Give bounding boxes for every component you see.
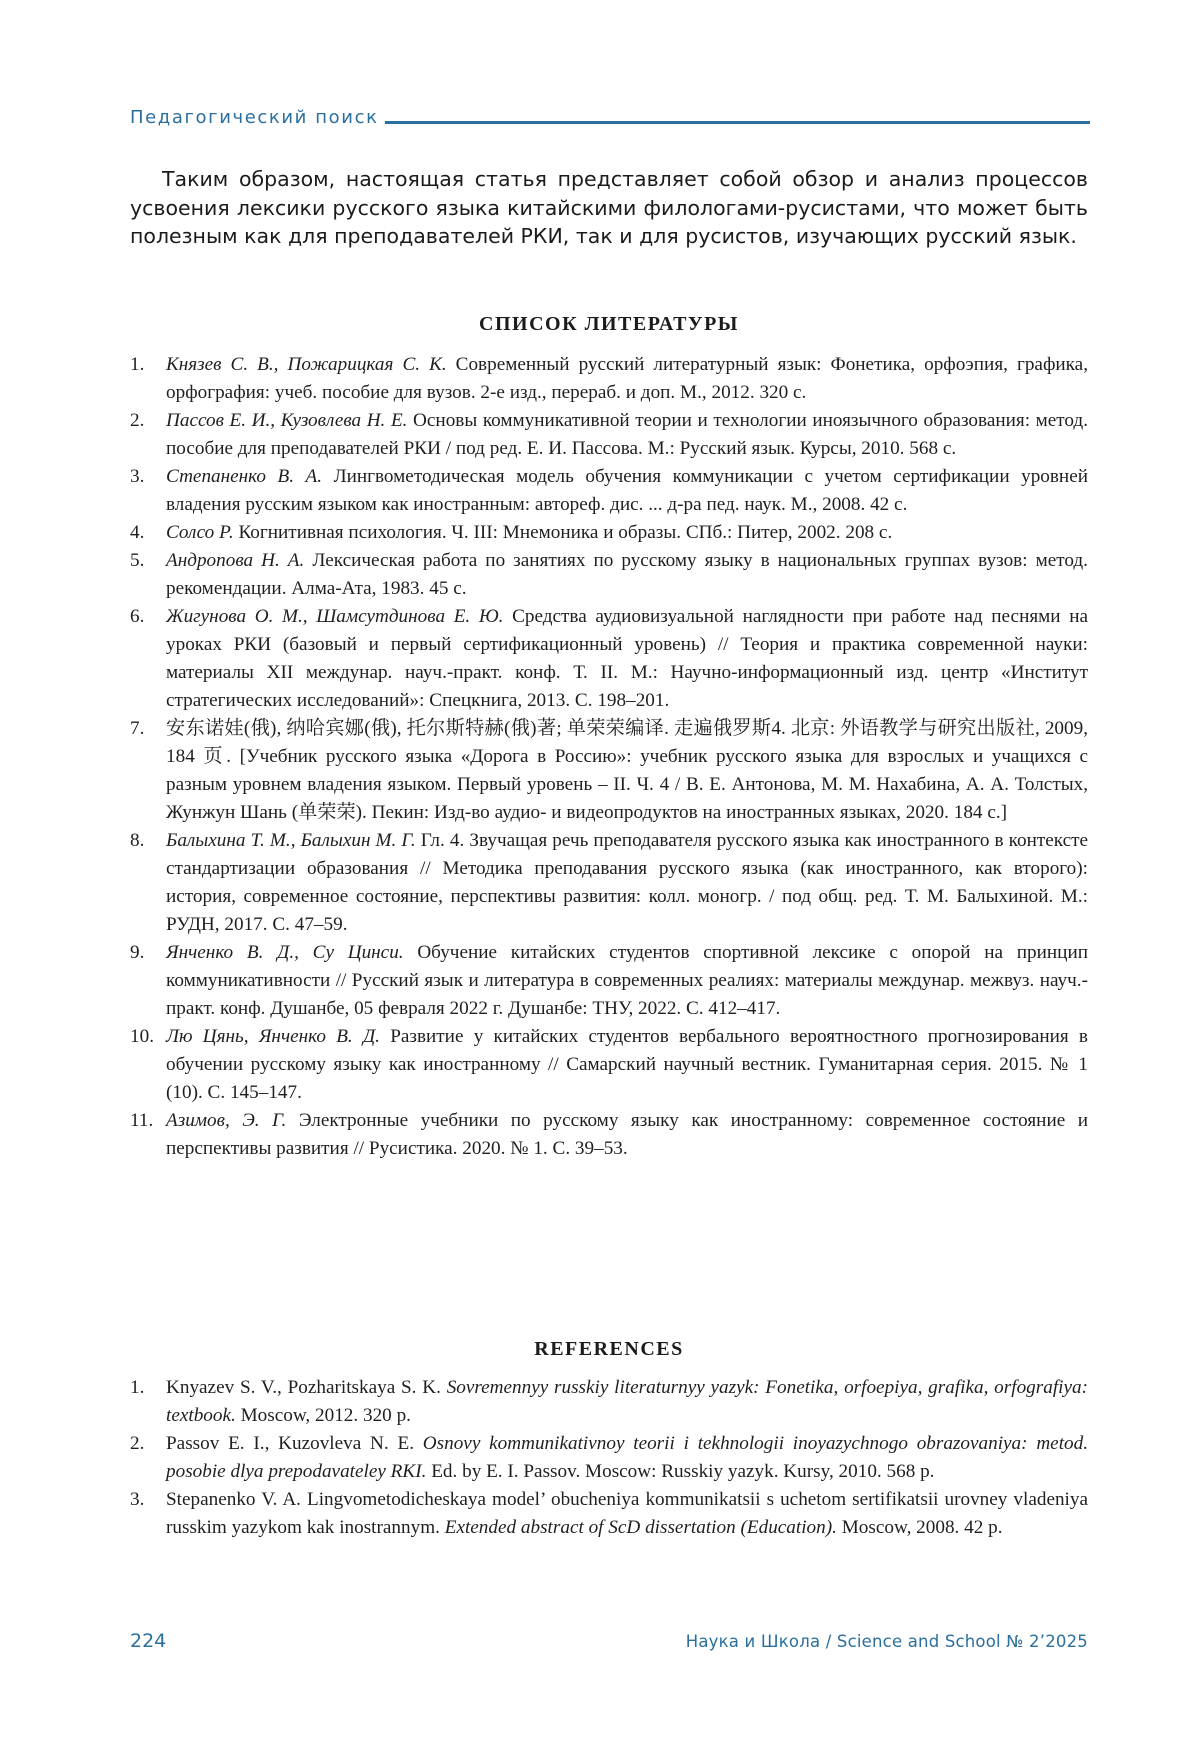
reference-authors: Пассов Е. И., Кузовлева Н. Е. <box>166 410 408 431</box>
reference-body <box>166 351 1088 407</box>
reference-item <box>130 1107 1088 1163</box>
reference-title: Osnovy kommunikativnoy teorii i tekhnologii inoyazychnogo obrazovaniya: metod. posobie dlya prepodavateley RKI. <box>166 1433 1089 1482</box>
reference-text: Обучение китайских студентов спортивной лексике с опорой на принцип коммуникативности // Русский язык и литература в современных реалиях: материалы междунар. межвуз. науч.-практ. конф. Душанбе, 05 февраля 2022 г. Душанбе: ТНУ, 2022. С. 412–417. <box>166 942 1088 1019</box>
reference-text: Stepanenko V. A. Lingvometodicheskaya model’ obucheniya kommunikatsii s uchetom sertifikatsii urovney vladeniya russkim yazykom kak inostrannym. <box>166 1489 1088 1538</box>
reference-authors: Степаненко В. А. <box>166 466 323 487</box>
reference-authors: Князев С. В., Пожарицкая С. К. <box>166 354 447 375</box>
reference-item <box>130 1374 1088 1430</box>
section-title: Педагогический поиск <box>130 107 379 128</box>
reference-text: Лексическая работа по занятиях по русскому языку в национальных группах вузов: метод. рекомендации. Алма-Ата, 1983. 45 с. <box>166 550 1088 599</box>
reference-item <box>130 1430 1088 1486</box>
reference-number: 2. <box>130 1433 145 1454</box>
reference-text: Электронные учебники по русскому языку как иностранному: современное состояние и перспективы развития // Русистика. 2020. № 1. С. 39–53. <box>166 1110 1088 1159</box>
reference-body <box>166 827 1088 939</box>
references-en-heading: REFERENCES <box>534 1338 684 1360</box>
journal-name: Наука и Школа / Science and School № 2’2025 <box>685 1631 1088 1651</box>
reference-text: Средства аудиовизуальной наглядности при работе над песнями на уроках РКИ (базовый и первый сертификационный уровень) // Теория и практика современной науки: материалы XII междунар. науч.-практ. конф. Т. II. М.: Научно-информационный изд. центр «Институт стратегических исследований»: Спецкнига, 2013. С. 198–201. <box>166 606 1089 711</box>
reference-number: 7. <box>130 718 145 739</box>
reference-body <box>166 407 1088 463</box>
reference-text: 安东诺娃(俄), 纳哈宾娜(俄), 托尔斯特赫(俄)著; 单荣荣编译. 走遍俄罗斯4. 北京: 外语教学与研究出版社, 2009, 184 页. [Учебник русского языка «Дорога в Россию»: учебник русского языка для взрослых и учащихся с разным уровнем владения языком. Первый уровень – II. Ч. 4 / В. Е. Антонова, М. М. Нахабина, А. А. Толстых, Жунжун Шань (单荣荣). Пекин: Изд-во аудио- и видеопродуктов на иностранных языках, 2020. 184 с.] <box>166 718 1088 823</box>
reference-number: 4. <box>130 522 145 543</box>
reference-number: 1. <box>130 1377 145 1398</box>
reference-body <box>166 547 1088 603</box>
reference-body <box>166 519 1088 547</box>
reference-number: 5. <box>130 550 145 571</box>
reference-body <box>166 1430 1088 1486</box>
reference-authors: Жигунова О. М., Шамсутдинова Е. Ю. <box>166 606 504 627</box>
reference-number: 10. <box>130 1026 154 1047</box>
reference-number: 3. <box>130 1489 145 1510</box>
reference-number: 11. <box>130 1110 154 1131</box>
reference-text: Moscow, 2008. 42 p. <box>836 1517 1003 1538</box>
running-header <box>130 102 1090 128</box>
reference-text: Passov E. I., Kuzovleva N. E. <box>166 1433 423 1454</box>
reference-authors: Лю Цянь, Янченко В. Д. <box>166 1026 380 1047</box>
reference-body <box>166 463 1088 519</box>
reference-authors: Балыхина Т. М., Балыхин М. Г. <box>166 830 416 851</box>
reference-body <box>166 603 1088 715</box>
reference-text: Современный русский литературный язык: Фонетика, орфоэпия, графика, орфография: учеб. пособие для вузов. 2-е изд., перераб. и доп. М., 2012. 320 с. <box>166 354 1088 403</box>
reference-body <box>166 1486 1088 1542</box>
reference-number: 3. <box>130 466 145 487</box>
reference-item <box>130 351 1088 407</box>
reference-body <box>166 715 1088 827</box>
reference-number: 6. <box>130 606 145 627</box>
reference-title: Sovremennyy russkiy literaturnyy yazyk: Fonetika, orfoepiya, grafika, orfografiya: textbook. <box>166 1377 1088 1426</box>
references-ru-heading: СПИСОК ЛИТЕРАТУРЫ <box>479 313 739 335</box>
reference-item <box>130 939 1088 1023</box>
reference-item <box>130 1023 1088 1107</box>
references-ru-list <box>130 351 1088 1163</box>
reference-body <box>166 1023 1088 1107</box>
reference-item <box>130 1486 1088 1542</box>
reference-text: Развитие у китайских студентов вербального вероятностного прогнозирования в обучении русскому языку как иностранному // Самарский научный вестник. Гуманитарная серия. 2015. № 1 (10). С. 145–147. <box>166 1026 1088 1103</box>
reference-text: Гл. 4. Звучащая речь преподавателя русского языка как иностранного в контексте стандартизации образования // Методика преподавания русского языка (как иностранного, как второго): история, современное состояние, перспективы развития: колл. моногр. / под общ. ред. Т. М. Балыхиной. М.: РУДН, 2017. С. 47–59. <box>166 830 1088 935</box>
reference-authors: Андропова Н. А. <box>166 550 305 571</box>
reference-number: 9. <box>130 942 145 963</box>
reference-title: Extended abstract of ScD dissertation (Education). <box>444 1517 837 1538</box>
reference-body <box>166 1374 1088 1430</box>
page-footer <box>130 1627 1088 1655</box>
reference-text: Moscow, 2012. 320 p. <box>235 1405 411 1426</box>
page-number: 224 <box>130 1630 167 1652</box>
reference-authors: Азимов, Э. Г. <box>166 1110 287 1131</box>
reference-item <box>130 519 1088 547</box>
reference-text: Когнитивная психология. Ч. III: Мнемоника и образы. СПб.: Питер, 2002. 208 с. <box>233 522 893 543</box>
reference-authors: Янченко В. Д., Су Цинси. <box>166 942 404 963</box>
intro-paragraph: Таким образом, настоящая статья представляет собой обзор и анализ процессов усвоения лексики русского языка китайскими филологами-русистами, что может быть полезным как для преподавателей РКИ, так и для русистов, изучающих русский язык. <box>130 167 1088 248</box>
references-en-list <box>130 1374 1088 1542</box>
reference-text: Основы коммуникативной теории и технологии иноязычного образования: метод. пособие для преподавателей РКИ / под ред. Е. И. Пассова. М.: Русский язык. Курсы, 2010. 568 с. <box>166 410 1088 459</box>
reference-item <box>130 715 1088 827</box>
reference-number: 2. <box>130 410 145 431</box>
reference-text: Лингвометодическая модель обучения коммуникации с учетом сертификации уровней владения русским языком как иностранным: автореф. дис. ... д-ра пед. наук. М., 2008. 42 с. <box>166 466 1088 515</box>
reference-item <box>130 603 1088 715</box>
reference-authors: Солсо Р. <box>166 522 234 543</box>
reference-number: 8. <box>130 830 145 851</box>
reference-item <box>130 547 1088 603</box>
reference-body <box>166 939 1088 1023</box>
header-rule <box>385 121 1090 124</box>
reference-text: Knyazev S. V., Pozharitskaya S. K. <box>166 1377 447 1398</box>
reference-text: Ed. by E. I. Passov. Moscow: Russkiy yazyk. Kursy, 2010. 568 p. <box>426 1461 935 1482</box>
reference-item <box>130 463 1088 519</box>
reference-body <box>166 1107 1088 1163</box>
reference-item <box>130 827 1088 939</box>
reference-item <box>130 407 1088 463</box>
reference-number: 1. <box>130 354 145 375</box>
